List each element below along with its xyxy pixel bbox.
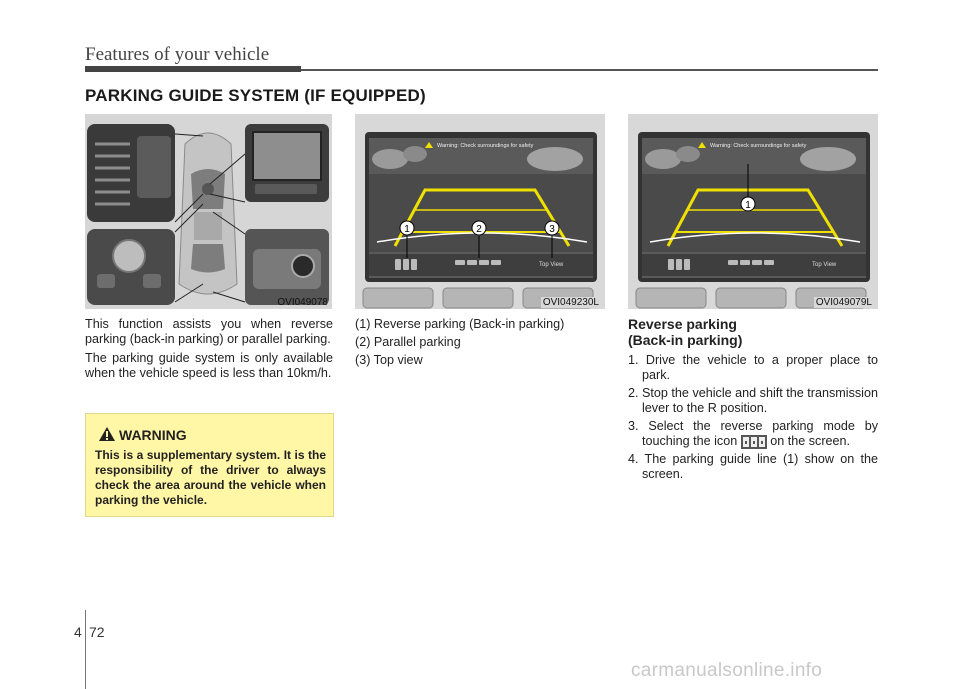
reverse-parking-mode-icon (741, 435, 767, 449)
watermark: carmanualsonline.info (631, 660, 823, 681)
screen-warning-text: Warning: Check surroundings for safety (710, 143, 807, 149)
list-item: (2) Parallel parking (355, 335, 461, 349)
step-4: 4. The parking guide line (1) show on the screen. (628, 452, 878, 481)
list-item: (1) Reverse parking (Back-in parking) (355, 317, 565, 331)
callout-1 (400, 221, 414, 235)
figure-parking-modes (355, 114, 605, 309)
section-title: PARKING GUIDE SYSTEM (IF EQUIPPED) (85, 86, 426, 105)
figure-car-overview (85, 114, 332, 309)
figure-caption: OVI049230L (542, 297, 599, 308)
svg-text:1: 1 (404, 224, 410, 235)
step-1: 1. Drive the vehicle to a proper place to park. (628, 353, 878, 382)
intro-paragraph-2: The parking guide system is only available when the vehicle speed is less than 10km/h. (85, 351, 333, 380)
figure-caption: OVI049078 (277, 297, 328, 308)
warning-text: This is a supplementary system. It is the responsibility of the driver to always check the area around the vehicle when parking the vehicle. (95, 448, 326, 507)
warning-title: WARNING (119, 427, 187, 443)
screen-top-view-label: Top View (539, 262, 564, 268)
svg-text:3: 3 (549, 224, 555, 235)
step-3-text: 3. Select the reverse parking mode by touching the icon (628, 419, 878, 448)
header-rule-thick (85, 66, 301, 72)
header-rule-thin (301, 69, 878, 71)
callout-3 (545, 221, 559, 235)
callout-2 (472, 221, 486, 235)
page-number: 72 (89, 624, 105, 640)
intro-paragraph-1: This function assists you when reverse parking (back-in parking) or parallel parking. (85, 317, 333, 346)
warning-triangle-icon (98, 426, 116, 442)
parking-screen-illustration (355, 114, 605, 309)
screen-top-view-label: Top View (812, 262, 837, 268)
step-2: 2. Stop the vehicle and shift the transmission lever to the R position. (628, 386, 878, 415)
callout-1 (741, 197, 755, 211)
svg-text:2: 2 (476, 224, 482, 235)
running-header: Features of your vehicle (85, 44, 270, 65)
page-number-divider (85, 610, 86, 689)
reverse-screen-illustration (628, 114, 878, 309)
subsection-title-line: Reverse parking (628, 316, 737, 332)
screen-warning-text: Warning: Check surroundings for safety (437, 143, 534, 149)
step-3 (628, 419, 878, 449)
list-item: (3) Top view (355, 353, 423, 367)
figure-reverse-parking (628, 114, 878, 309)
warning-box (85, 413, 334, 517)
figure-caption: OVI049079L (815, 297, 872, 308)
subsection-title (628, 316, 878, 348)
mode-list (355, 317, 605, 371)
svg-text:1: 1 (745, 200, 751, 211)
subsection-title-line: (Back-in parking) (628, 332, 743, 348)
chapter-number: 4 (74, 624, 82, 640)
step-3-text-end: on the screen. (770, 434, 851, 448)
reverse-parking-section (628, 316, 878, 485)
intro-text (85, 317, 333, 385)
car-overview-illustration (85, 114, 332, 309)
